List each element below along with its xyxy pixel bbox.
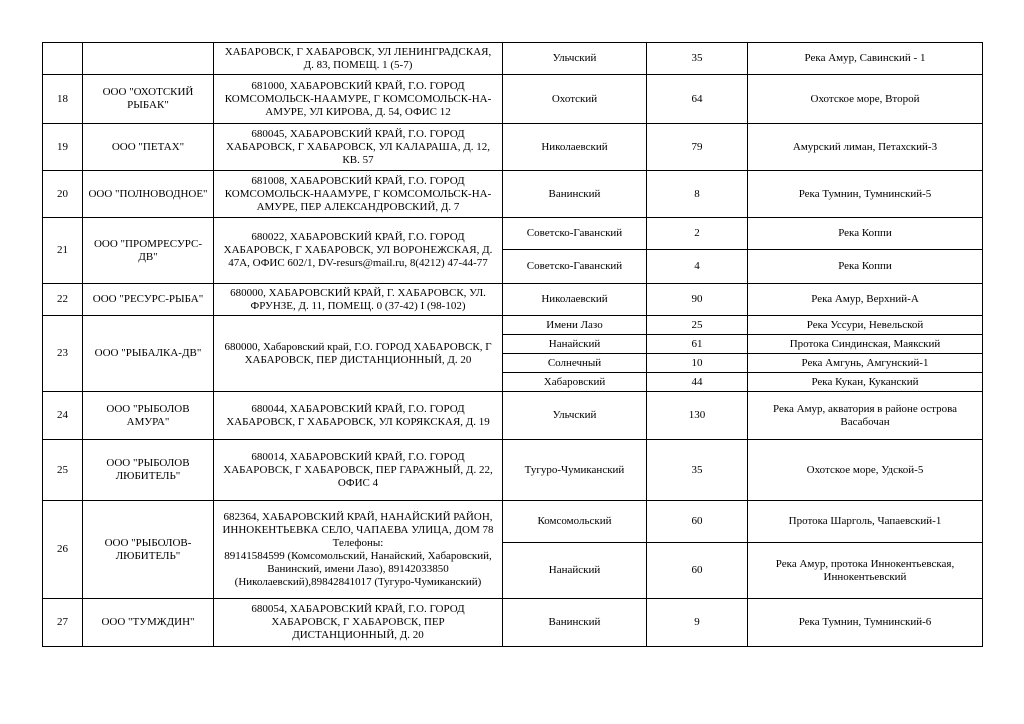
organization-name: ООО "РЫБОЛОВ-ЛЮБИТЕЛЬ" (83, 501, 214, 599)
row-number: 24 (43, 392, 83, 440)
fishing-area: Река Амур, Савинский - 1 (748, 43, 983, 75)
fishing-area: Река Амур, протока Иннокентьевская, Иннокентьевский (748, 543, 983, 599)
count: 64 (647, 75, 748, 124)
row-number: 26 (43, 501, 83, 599)
organization-name: ООО "РЕСУРС-РЫБА" (83, 284, 214, 316)
fishing-area: Река Коппи (748, 218, 983, 250)
count: 9 (647, 599, 748, 647)
district: Хабаровский (503, 373, 647, 392)
organization-name: ООО "РЫБОЛОВ АМУРА" (83, 392, 214, 440)
count: 44 (647, 373, 748, 392)
phones-label: Телефоны: (332, 536, 384, 549)
organization-name: ООО "ПОЛНОВОДНОЕ" (83, 171, 214, 218)
count: 8 (647, 171, 748, 218)
organization-address: 680000, Хабаровский край, Г.О. ГОРОД ХАБАРОВСК, Г ХАБАРОВСК, ПЕР ДИСТАНЦИОННЫЙ, Д. 20 (214, 316, 503, 392)
count: 79 (647, 124, 748, 171)
table-row (43, 501, 983, 543)
count: 130 (647, 392, 748, 440)
table-row (43, 218, 983, 250)
row-number: 20 (43, 171, 83, 218)
district: Имени Лазо (503, 316, 647, 335)
row-number: 18 (43, 75, 83, 124)
district: Комсомольский (503, 501, 647, 543)
fishing-area: Река Уссури, Невельской (748, 316, 983, 335)
table-row (43, 75, 983, 124)
table-row (43, 440, 983, 501)
district: Николаевский (503, 284, 647, 316)
district: Солнечный (503, 354, 647, 373)
row-number: 23 (43, 316, 83, 392)
count: 60 (647, 543, 748, 599)
row-number: 19 (43, 124, 83, 171)
table-row (43, 316, 983, 335)
count: 35 (647, 440, 748, 501)
organization-address: 680000, ХАБАРОВСКИЙ КРАЙ, Г. ХАБАРОВСК, УЛ. ФРУНЗЕ, Д. 11, ПОМЕЩ. 0 (37-42) I (98-102) (214, 284, 503, 316)
district: Тугуро-Чумиканский (503, 440, 647, 501)
organization-address: 680044, ХАБАРОВСКИЙ КРАЙ, Г.О. ГОРОД ХАБАРОВСК, Г ХАБАРОВСК, УЛ КОРЯКСКАЯ, Д. 19 (214, 392, 503, 440)
fishing-area: Амурский лиман, Петахский-3 (748, 124, 983, 171)
row-number: 22 (43, 284, 83, 316)
organization-name: ООО "ПЕТАХ" (83, 124, 214, 171)
table-row (43, 392, 983, 440)
organization-name: ООО "РЫБОЛОВ ЛЮБИТЕЛЬ" (83, 440, 214, 501)
fishing-area: Охотское море, Удской-5 (748, 440, 983, 501)
organization-address: 680022, ХАБАРОВСКИЙ КРАЙ, Г.О. ГОРОД ХАБАРОВСК, Г ХАБАРОВСК, УЛ ВОРОНЕЖСКАЯ, Д. 47А, ОФИС 602/1, DV-resurs@mail.ru, 8(4212) 47-44-77 (214, 218, 503, 284)
fishing-area: Река Тумнин, Тумнинский-6 (748, 599, 983, 647)
row-number: 21 (43, 218, 83, 284)
table-row (43, 171, 983, 218)
count: 60 (647, 501, 748, 543)
fishing-areas-table (42, 42, 983, 647)
district: Николаевский (503, 124, 647, 171)
table-row (43, 124, 983, 171)
organization-name: ООО "ТУМЖДИН" (83, 599, 214, 647)
fishing-area: Протока Синдинская, Маякский (748, 335, 983, 354)
table-row (43, 284, 983, 316)
organization-name: ООО "ОХОТСКИЙ РЫБАК" (83, 75, 214, 124)
organization-address: 681008, ХАБАРОВСКИЙ КРАЙ, Г.О. ГОРОД КОМСОМОЛЬСК-НААМУРЕ, Г КОМСОМОЛЬСК-НА-АМУРЕ, ПЕР АЛЕКСАНДРОВСКИЙ, Д. 7 (214, 171, 503, 218)
organization-address: 680054, ХАБАРОВСКИЙ КРАЙ, Г.О. ГОРОД ХАБАРОВСК, Г ХАБАРОВСК, ПЕР ДИСТАНЦИОННЫЙ, Д. 20 (214, 599, 503, 647)
organization-name: ООО "РЫБАЛКА-ДВ" (83, 316, 214, 392)
fishing-area: Протока Шарголь, Чапаевский-1 (748, 501, 983, 543)
document-page (42, 42, 982, 647)
table-row (43, 599, 983, 647)
organization-address: 681000, ХАБАРОВСКИЙ КРАЙ, Г.О. ГОРОД КОМСОМОЛЬСК-НААМУРЕ, Г КОМСОМОЛЬСК-НА-АМУРЕ, УЛ КИРОВА, Д. 54, ОФИС 12 (214, 75, 503, 124)
fishing-area: Река Амур, акватория в районе острова Васабочан (748, 392, 983, 440)
fishing-area: Река Кукан, Куканский (748, 373, 983, 392)
address-text: 682364, ХАБАРОВСКИЙ КРАЙ, НАНАЙСКИЙ РАЙОН, ИННОКЕНТЬЕВКА СЕЛО, ЧАПАЕВА УЛИЦА, ДОМ 78 (222, 510, 494, 536)
district: Ульчский (503, 43, 647, 75)
fishing-area: Река Коппи (748, 250, 983, 284)
organization-address: ХАБАРОВСК, Г ХАБАРОВСК, УЛ ЛЕНИНГРАДСКАЯ, Д. 83, ПОМЕЩ. 1 (5-7) (214, 43, 503, 75)
organization-name (83, 43, 214, 75)
fishing-area: Река Амгунь, Амгунский-1 (748, 354, 983, 373)
district: Советско-Гаванский (503, 250, 647, 284)
count: 2 (647, 218, 748, 250)
fishing-area: Река Амур, Верхний-А (748, 284, 983, 316)
organization-address (214, 501, 503, 599)
district: Охотский (503, 75, 647, 124)
fishing-area: Охотское море, Второй (748, 75, 983, 124)
phones-text: 89141584599 (Комсомольский, Нанайский, Хабаровский, Ванинский, имени Лазо), 89142033850 (Николаевский),89842841017 (Тугуро-Чумиканский) (224, 549, 492, 588)
district: Нанайский (503, 335, 647, 354)
table-row (43, 43, 983, 75)
row-number: 27 (43, 599, 83, 647)
count: 35 (647, 43, 748, 75)
organization-address: 680045, ХАБАРОВСКИЙ КРАЙ, Г.О. ГОРОД ХАБАРОВСК, Г ХАБАРОВСК, УЛ КАЛАРАША, Д. 12, КВ. 57 (214, 124, 503, 171)
row-number (43, 43, 83, 75)
organization-name: ООО "ПРОМРЕСУРС-ДВ" (83, 218, 214, 284)
district: Ванинский (503, 171, 647, 218)
district: Ванинский (503, 599, 647, 647)
organization-address: 680014, ХАБАРОВСКИЙ КРАЙ, Г.О. ГОРОД ХАБАРОВСК, Г ХАБАРОВСК, ПЕР ГАРАЖНЫЙ, Д. 22, ОФИС 4 (214, 440, 503, 501)
count: 10 (647, 354, 748, 373)
district: Нанайский (503, 543, 647, 599)
fishing-area: Река Тумнин, Тумнинский-5 (748, 171, 983, 218)
count: 90 (647, 284, 748, 316)
count: 4 (647, 250, 748, 284)
count: 61 (647, 335, 748, 354)
row-number: 25 (43, 440, 83, 501)
count: 25 (647, 316, 748, 335)
district: Советско-Гаванский (503, 218, 647, 250)
district: Ульчский (503, 392, 647, 440)
